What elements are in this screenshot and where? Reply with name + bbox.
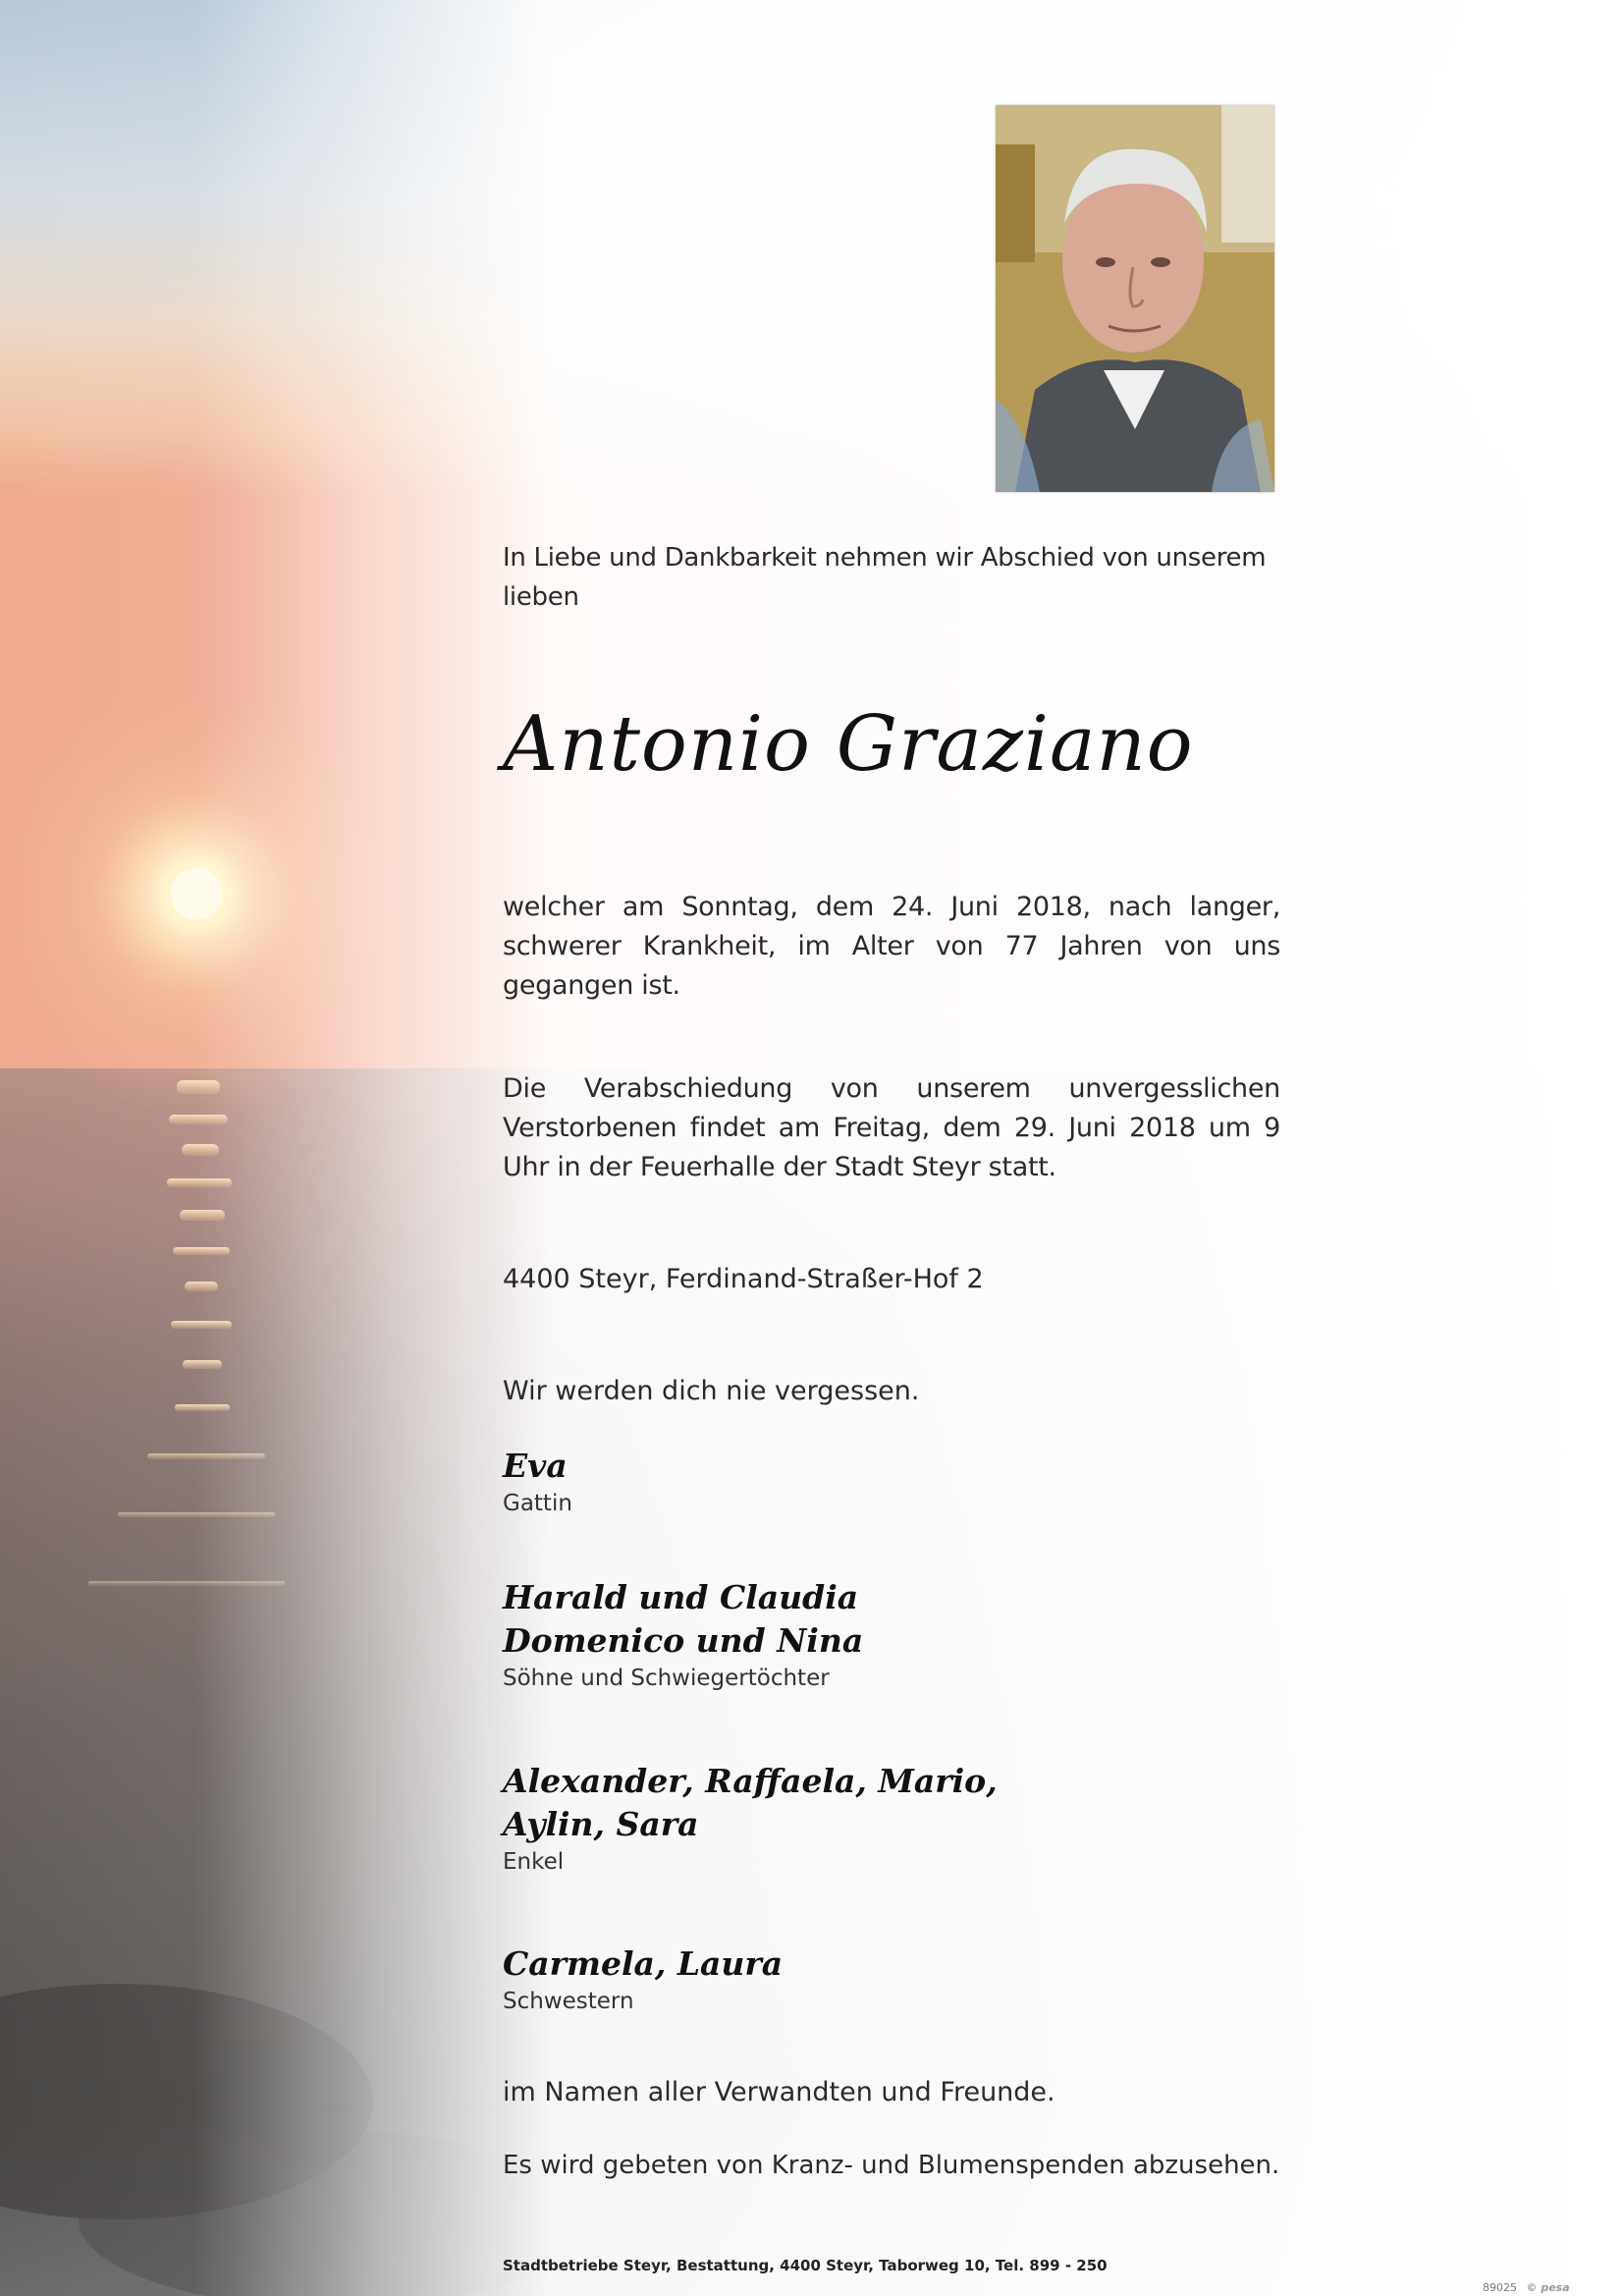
print-code xyxy=(1483,2281,1570,2294)
family-role: Söhne und Schwiegertöchter xyxy=(503,1666,830,1691)
funeral-home-footer: Stadtbetriebe Steyr, Bestattung, 4400 Steyr, Taborweg 10, Tel. 899 - 250 xyxy=(503,2257,1108,2274)
family-names: Carmela, Laura xyxy=(503,1944,784,1983)
farewell-ceremony-paragraph: Die Verabschiedung von unserem unvergesslichen Verstorbenen findet am Freitag, dem 29. Juni 2018 um 9 Uhr in der Feuerhalle der Stadt Steyr statt. xyxy=(503,1073,1280,1182)
family-names: Alexander, Raffaela, Mario, xyxy=(503,1762,998,1800)
printer-logo: © pesa xyxy=(1526,2281,1570,2294)
family-names: Domenico und Nina xyxy=(503,1621,864,1660)
portrait-photo xyxy=(996,105,1274,492)
death-notice-paragraph: welcher am Sonntag, dem 24. Juni 2018, nach langer, schwerer Krankheit, im Alter von 77 Jahren von uns gegangen ist. xyxy=(503,892,1280,1001)
print-code-number: 89025 xyxy=(1483,2281,1517,2294)
address: 4400 Steyr, Ferdinand-Straßer-Hof 2 xyxy=(503,1264,984,1294)
family-names: Aylin, Sara xyxy=(503,1805,699,1843)
family-names: Harald und Claudia xyxy=(503,1578,859,1616)
family-group-sisters xyxy=(503,1942,1280,2017)
deceased-name: Antonio Graziano xyxy=(503,700,1194,789)
family-names: Eva xyxy=(503,1447,568,1485)
family-role: Schwestern xyxy=(503,1989,634,2014)
motto: Wir werden dich nie vergessen. xyxy=(503,1376,920,1406)
family-role: Enkel xyxy=(503,1849,565,1875)
family-group-sons xyxy=(503,1576,1280,1694)
family-group-grandchildren xyxy=(503,1760,1280,1878)
closing-line: im Namen aller Verwandten und Freunde. xyxy=(503,2077,1055,2107)
family-group-spouse xyxy=(503,1445,1280,1519)
flower-request-note: Es wird gebeten von Kranz- und Blumenspenden abzusehen. xyxy=(503,2151,1280,2180)
family-role: Gattin xyxy=(503,1491,572,1516)
intro-text: In Liebe und Dankbarkeit nehmen wir Abschied von unserem lieben xyxy=(503,543,1267,612)
